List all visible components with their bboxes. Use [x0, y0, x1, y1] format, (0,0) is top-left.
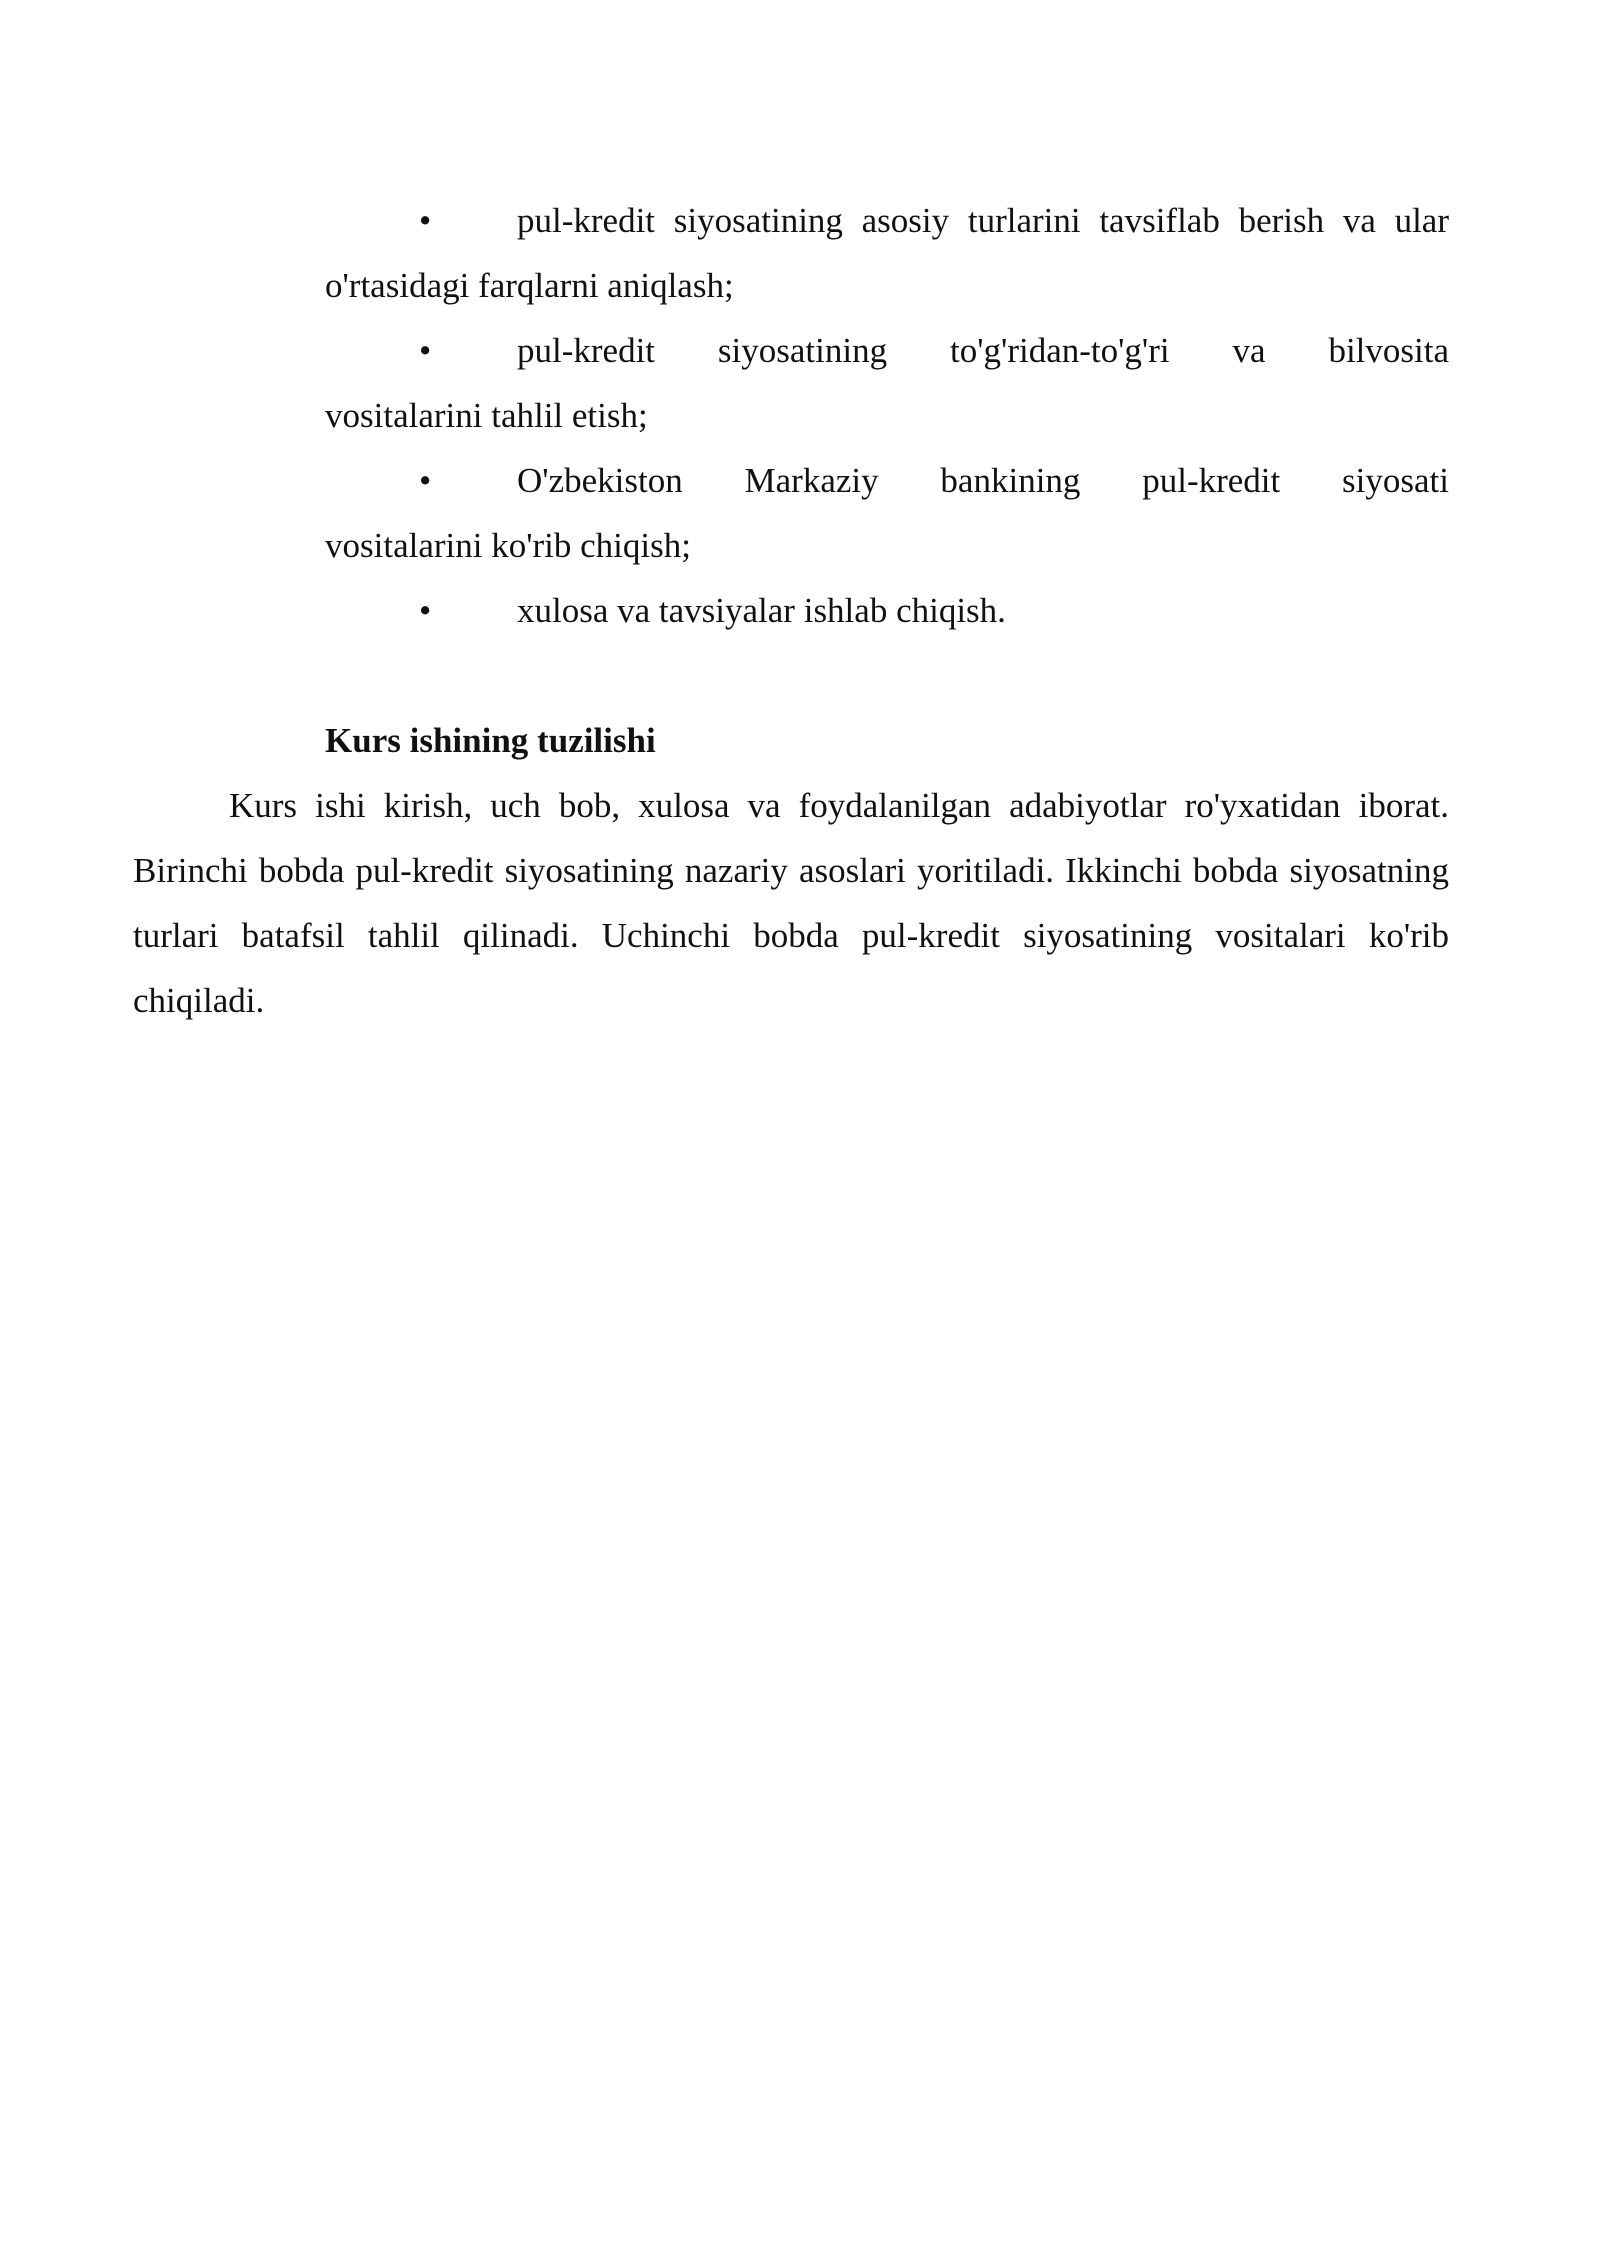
bullet-item	[229, 578, 1449, 643]
bullet-item	[229, 188, 1449, 318]
section-heading: Kurs ishining tuzilishi	[325, 721, 656, 760]
bullet-continuation: vositalarini tahlil etish;	[325, 396, 648, 435]
bullet-continuation: o'rtasidagi farqlarni aniqlash;	[325, 266, 734, 305]
bullet-line	[229, 578, 1449, 643]
bullet-line	[229, 188, 1449, 253]
bullet-icon: •	[419, 331, 432, 370]
bullet-text: O'zbekiston Markaziy bankining pul-kredit siyosati	[517, 461, 1449, 500]
bullet-icon: •	[419, 461, 432, 500]
page-content	[133, 188, 1449, 1033]
section-paragraph: Kurs ishi kirish, uch bob, xulosa va foydalanilgan adabiyotlar ro'yxatidan iborat. Birinchi bobda pul-kredit siyosatining nazariy asoslari yoritiladi. Ikkinchi bobda siyosatning turlari batafsil tahlil qilinadi. Uchinchi bobda pul-kredit siyosatining vositalari ko'rib chiqiladi.	[133, 786, 1449, 1020]
bullet-item	[229, 448, 1449, 578]
bullet-item	[229, 318, 1449, 448]
bullet-text: pul-kredit siyosatining to'g'ridan-to'g'ri va bilvosita	[517, 331, 1449, 370]
bullet-text: pul-kredit siyosatining asosiy turlarini tavsiflab berish va ular	[517, 201, 1449, 240]
bullet-line	[229, 318, 1449, 383]
bullet-continuation: vositalarini ko'rib chiqish;	[325, 526, 691, 565]
bullet-line	[229, 448, 1449, 513]
bullet-text: xulosa va tavsiyalar ishlab chiqish.	[517, 591, 1006, 630]
bullet-icon: •	[419, 201, 432, 240]
bullet-icon: •	[419, 591, 432, 630]
